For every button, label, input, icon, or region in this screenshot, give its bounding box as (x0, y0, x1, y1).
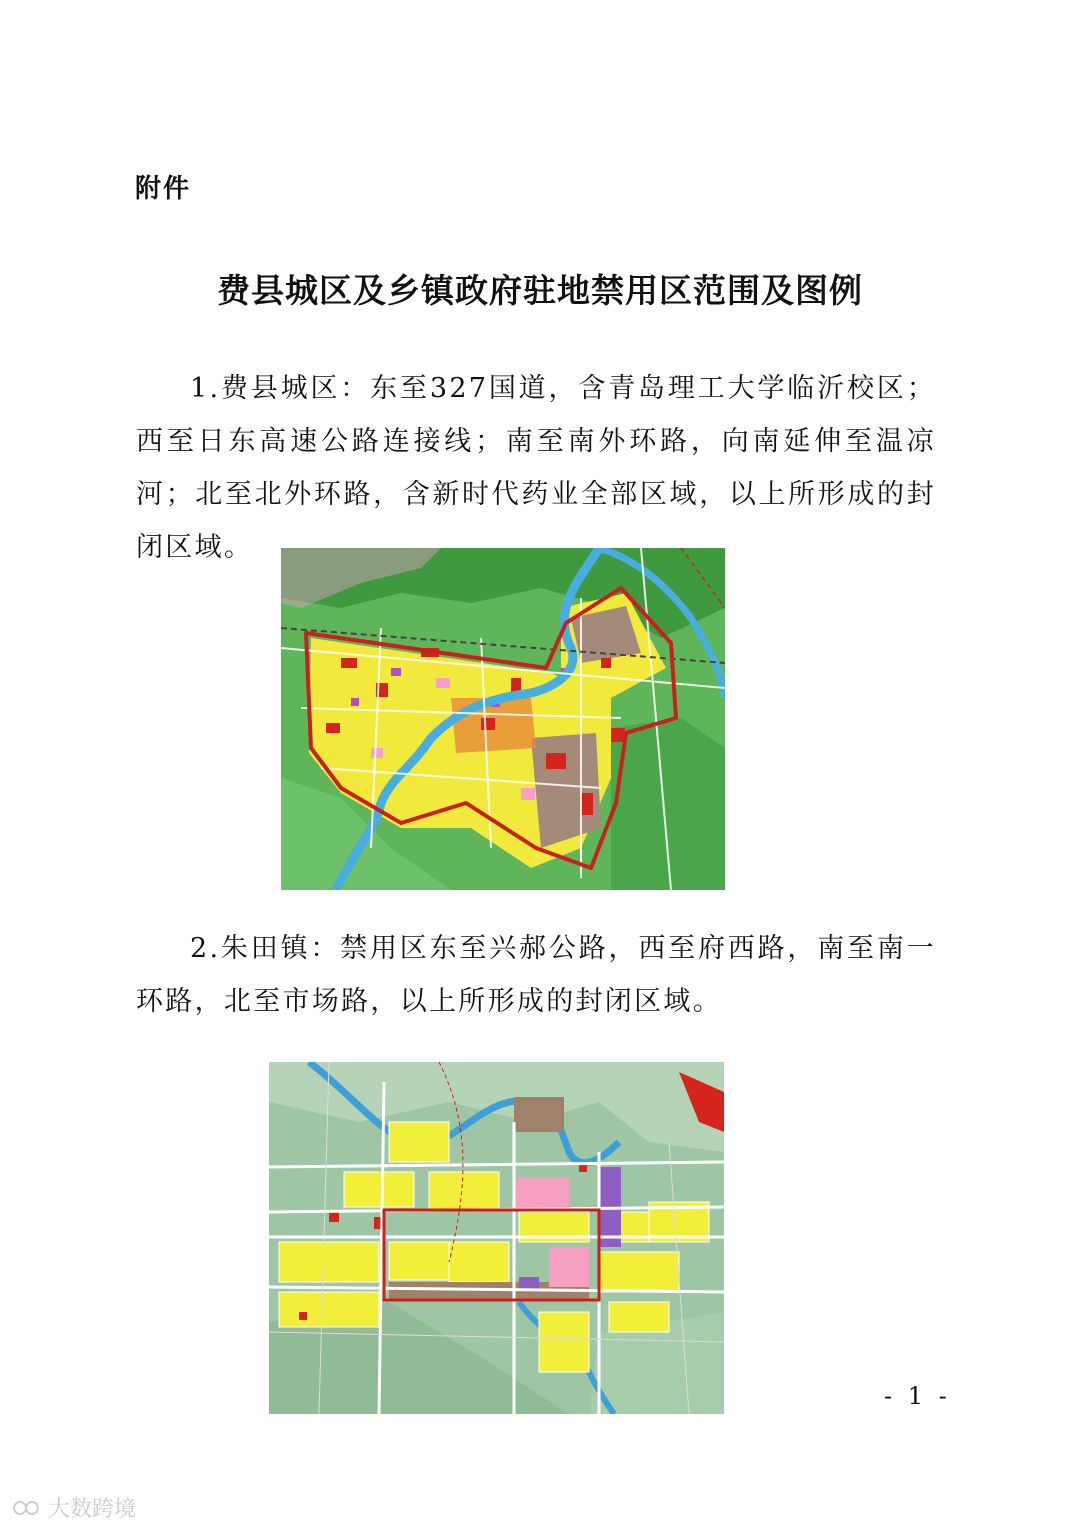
watermark (12, 1492, 136, 1523)
zhutian-town-map (269, 1062, 724, 1414)
watermark-text: 大数跨境 (48, 1497, 137, 1522)
watermark-logo-icon (12, 1498, 42, 1518)
document-title: 费县城区及乡镇政府驻地禁用区范围及图例 (217, 271, 863, 310)
paragraph-feixian-urban: 1.费县城区：东至327国道，含青岛理工大学临沂校区；西至日东高速公路连接线；南至南外环路，向南延伸至温凉河；北至北外环路，含新时代药业全部区域，以上所形成的封闭区域。 (136, 373, 936, 563)
attachment-label: 附件 (135, 174, 192, 204)
page-number: - 1 - (884, 1382, 951, 1410)
paragraph-zhutian-town: 2.朱田镇：禁用区东至兴郝公路，西至府西路，南至南一环路，北至市场路，以上所形成的封闭区域。 (136, 933, 936, 1017)
feixian-urban-map (281, 548, 725, 890)
